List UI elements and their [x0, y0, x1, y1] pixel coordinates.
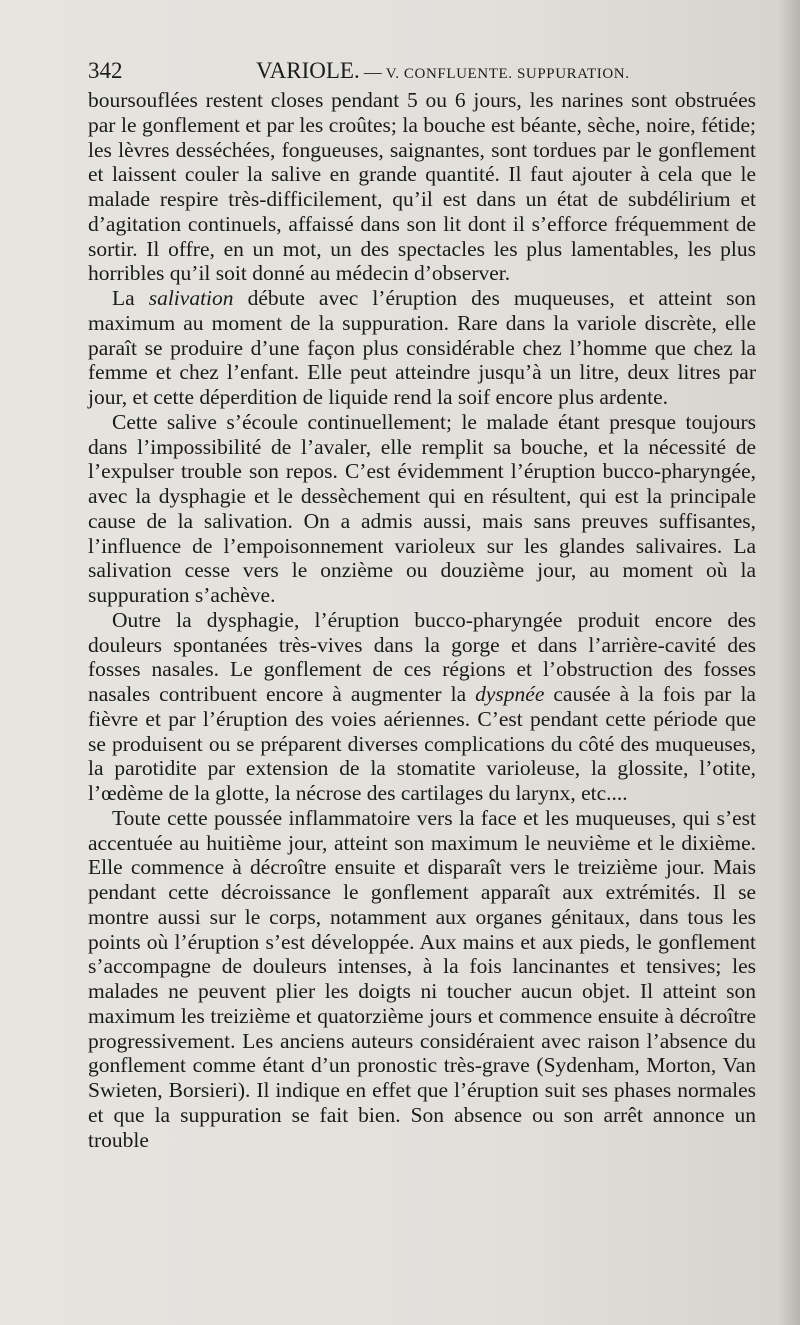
text-run: causée à la fois par la fièvre et par l’éruption des voies aériennes. C’est pendant cette période que se produisent ou se préparent diverses complications du côté des muqueuses, la parotidite par extension de la stomatite varioleuse, la glossite, l’otite, l’œdème de la glotte, la nécrose des cartilages du larynx, etc.... — [88, 682, 756, 805]
text-run: Toute cette poussée inflammatoire vers la face et les muqueuses, qui s’est accentuée au huitième jour, atteint son maximum le neuvième et le dixième. Elle commence à décroître ensuite et disparaît vers le treizième jour. Mais pendant cette décroissance le gonflement apparaît aux extrémités. Il se montre aussi sur le corps, notamment aux organes génitaux, dans tous les points où l’éruption s’est développée. Aux mains et aux pieds, le gonflement s’accompagne de douleurs intenses, à la fois lancinantes et tensives; les malades ne peuvent plier les doigts ni toucher aucun objet. Il atteint son maximum les treizième et quatorzième jours et commence ensuite à décroître progressivement. Les anciens auteurs considéraient avec raison l’absence du gonflement comme étant d’un pronostic très-grave (Sydenham, Morton, Van Swieten, Borsieri). Il indique en effet que l’éruption suit ses phases normales et que la suppuration se fait bien. Son absence ou son arrêt annonce un trouble — [88, 805, 756, 1152]
paragraph — [88, 286, 756, 410]
paragraph — [88, 806, 756, 1153]
page-edge-shadow — [778, 0, 800, 1325]
running-title-main: VARIOLE. — [256, 58, 360, 83]
paragraph — [88, 608, 756, 806]
text-run: débute avec l’éruption des muqueuses, et atteint son maximum au moment de la suppuration. Rare dans la variole discrète, elle paraît se produire d’une façon plus considérable chez l’homme que chez la femme et chez l’enfant. Elle peut atteindre jusqu’à un litre, deux litres par jour, et cette déperdition de liquide rend la soif encore plus ardente. — [88, 286, 756, 409]
running-title-sub: V. CONFLUENTE. SUPPURATION. — [385, 66, 630, 82]
body-text — [88, 88, 756, 1152]
text-run: boursouflées restent closes pendant 5 ou 6 jours, les narines sont obstruées par le gonflement et par les croûtes; la bouche est béante, sèche, noire, fétide; les lèvres desséchées, fongueuses, saignantes, sont tordues par le gonflement et laissent couler la salive en grande quantité. Il faut ajouter à cela que le malade respire très-difficilement, qu’il est dans un état de subdélirium et d’agitation continuels, affaissé dans son lit dont il s’efforce fréquemment de sortir. Il offre, en un mot, un des spectacles les plus lamentables, les plus horribles qu’il soit donné au médecin d’observer. — [88, 88, 756, 286]
running-head — [88, 54, 756, 88]
paragraph — [88, 410, 756, 608]
text-run: Outre la dysphagie, l’éruption bucco-pharyngée produit encore des douleurs spontanées très-vives dans la gorge et dans l’arrière-cavité des fosses nasales. Le gonflement de ces régions et l’obstruction des fosses nasales contribuent encore à augmenter la — [88, 607, 756, 706]
running-title-separator: — — [363, 62, 382, 82]
text-run: La — [112, 286, 149, 310]
paragraph — [88, 88, 756, 286]
italic-term-dyspnee: dyspnée — [475, 682, 545, 706]
italic-term-salivation: salivation — [148, 286, 234, 310]
text-run: Cette salive s’écoule continuellement; le malade étant presque toujours dans l’impossibilité de l’avaler, elle remplit sa bouche, et la nécessité de l’expulser trouble son repos. C’est évidemment l’éruption bucco-pharyngée, avec la dysphagie et le dessèchement qui en résultent, qui est la principale cause de la salivation. On a admis aussi, mais sans preuves suffisantes, l’influence de l’empoisonnement varioleux sur les glandes salivaires. La salivation cesse vers le onzième ou douzième jour, au moment où la suppuration s’achève. — [88, 409, 756, 607]
running-title — [256, 54, 630, 91]
page-number: 342 — [88, 58, 123, 83]
